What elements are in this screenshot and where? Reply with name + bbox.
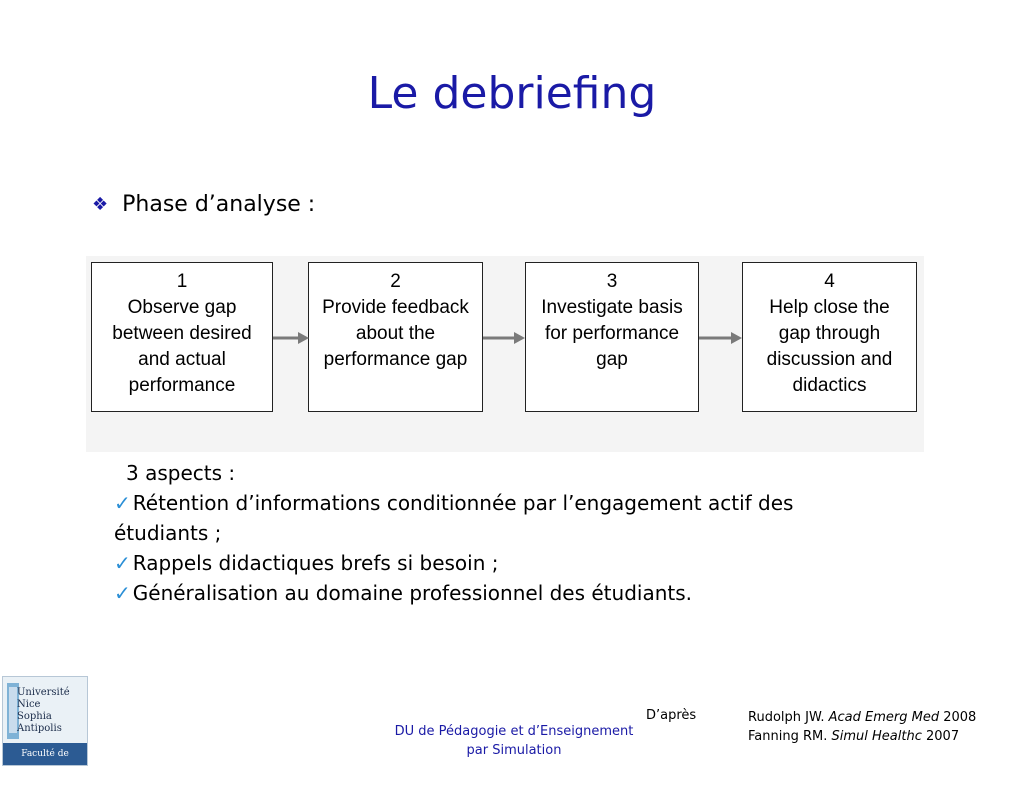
step-box-1 — [91, 262, 273, 412]
step-text: Observe gap between desired and actual performance — [112, 297, 252, 396]
arrow-right-icon — [483, 331, 525, 345]
list-item — [114, 578, 886, 608]
slide-title: Le debriefing — [367, 68, 657, 119]
step-text: Help close the gap through discussion and didactics — [766, 297, 893, 396]
reference-2: Fanning RM. Simul Healthc 2007 — [748, 729, 960, 744]
step-box-2 — [308, 262, 483, 412]
list-item — [114, 548, 886, 578]
list-item-text: Rappels didactiques brefs si besoin ; — [132, 551, 499, 575]
step-number: 4 — [824, 271, 835, 292]
arrow-right-icon — [273, 331, 309, 345]
reference-1: Rudolph JW. Acad Emerg Med 2008 — [748, 710, 977, 725]
footer-course-title: DU de Pédagogie et d’Enseignement par Simulation — [394, 724, 634, 758]
logo-text: Université Nice Sophia Antipolis — [17, 687, 70, 734]
step-number: 3 — [606, 271, 618, 292]
step-text: Provide feedback about the performance gap — [322, 297, 469, 370]
bullet-text: Phase d’analyse : — [122, 192, 316, 217]
checkmark-icon: ✓ — [114, 581, 131, 605]
footer-dapres: D’après — [646, 708, 697, 723]
aspects-list — [114, 458, 886, 608]
list-item-text: Généralisation au domaine professionnel des étudiants. — [132, 581, 693, 605]
list-item-text: Rétention d’informations conditionnée par l’engagement actif des — [132, 491, 794, 515]
step-box-4 — [742, 262, 917, 412]
step-box-3 — [525, 262, 699, 412]
list-item — [114, 488, 886, 518]
checkmark-icon: ✓ — [114, 551, 131, 575]
university-logo — [2, 676, 88, 781]
footer-references — [748, 708, 976, 746]
checkmark-icon: ✓ — [114, 491, 131, 515]
arrow-right-icon — [699, 331, 742, 345]
diamond-bullet-icon: ❖ — [92, 194, 109, 215]
aspects-heading: 3 aspects : — [126, 461, 236, 485]
logo-footer: Faculté de Médecine — [3, 743, 87, 765]
step-number: 2 — [390, 271, 401, 292]
list-item-continuation: étudiants ; — [114, 521, 222, 545]
bullet-phase-analyse — [92, 192, 315, 217]
step-text: Investigate basis for performance gap — [541, 297, 683, 370]
step-number: 1 — [176, 271, 188, 292]
